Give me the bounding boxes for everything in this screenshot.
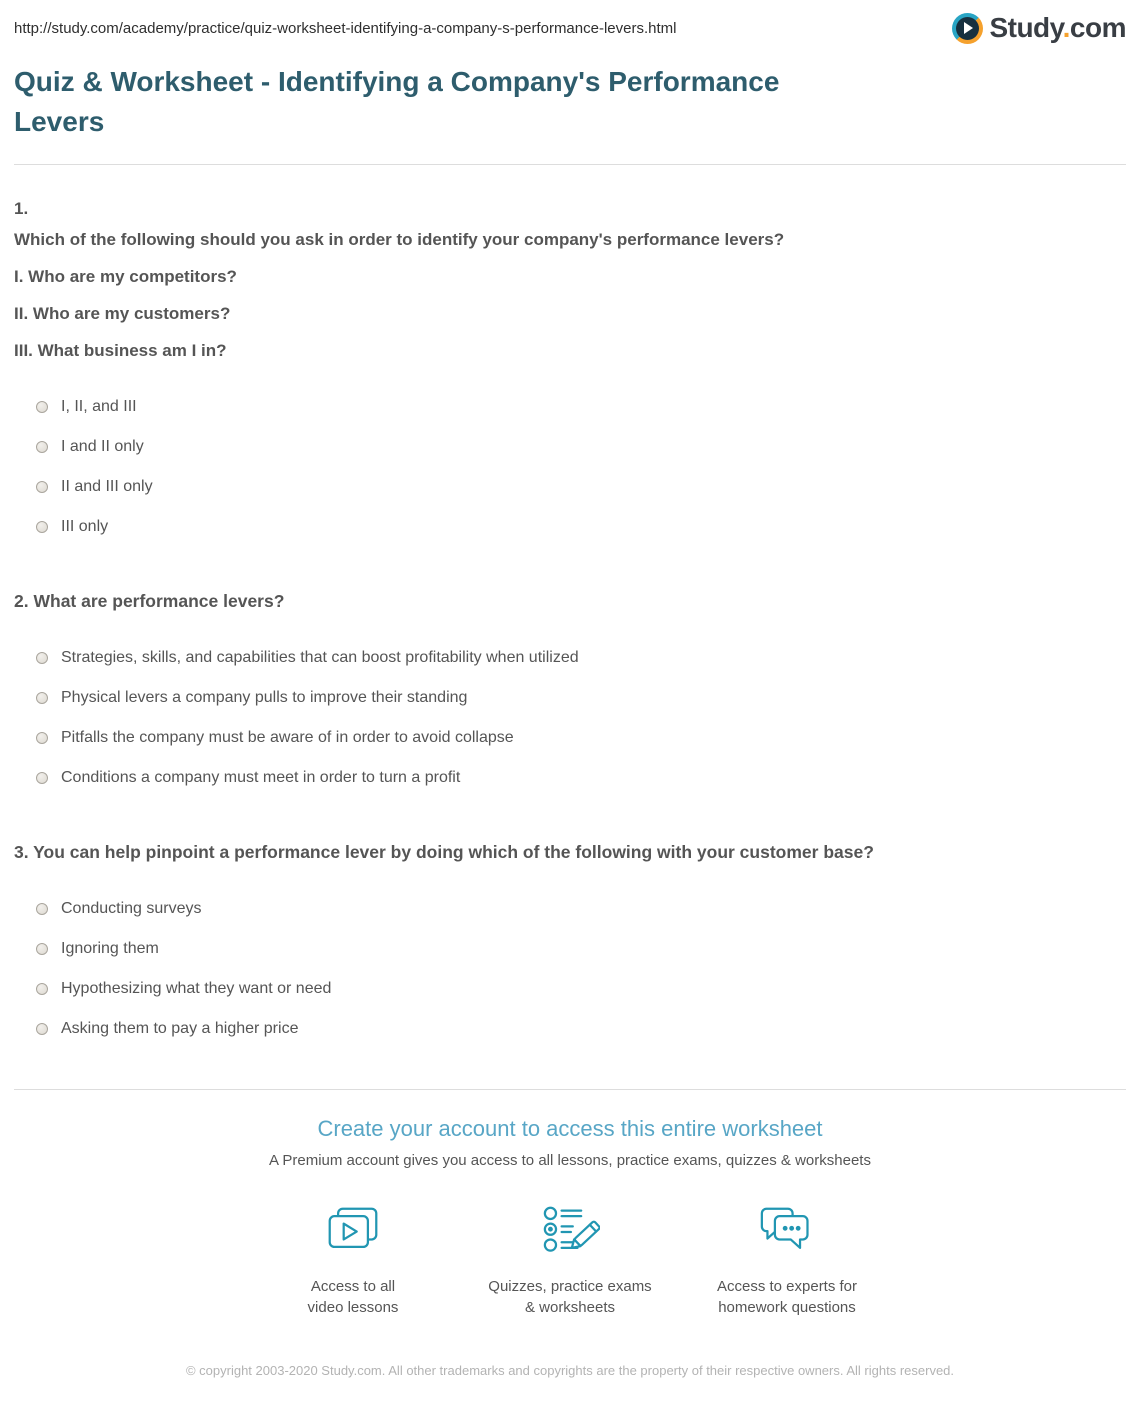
question-2 bbox=[14, 591, 1126, 798]
answer-options bbox=[14, 387, 1126, 547]
option-label: I and II only bbox=[61, 437, 144, 455]
question-text: Which of the following should you ask in order to identify your company's performance levers? bbox=[14, 229, 785, 249]
radio-button[interactable] bbox=[36, 481, 48, 493]
answer-options bbox=[14, 638, 1126, 798]
feature-quizzes-worksheets bbox=[462, 1205, 679, 1318]
answer-option[interactable] bbox=[14, 678, 1126, 718]
page-header bbox=[0, 0, 1140, 44]
option-label: Asking them to pay a higher price bbox=[61, 1019, 299, 1037]
option-label: Hypothesizing what they want or need bbox=[61, 979, 332, 997]
radio-button[interactable] bbox=[36, 732, 48, 744]
feature-row bbox=[14, 1205, 1126, 1318]
answer-option[interactable] bbox=[14, 718, 1126, 758]
option-label: Pitfalls the company must be aware of in order to avoid collapse bbox=[61, 728, 514, 746]
option-label: III only bbox=[61, 517, 109, 535]
radio-button[interactable] bbox=[36, 652, 48, 664]
signup-subheading: A Premium account gives you access to all lessons, practice exams, quizzes & worksheets bbox=[269, 1151, 871, 1169]
question-heading bbox=[14, 842, 1126, 863]
radio-button[interactable] bbox=[36, 692, 48, 704]
page-url: http://study.com/academy/practice/quiz-worksheet-identifying-a-company-s-performance-levers.html bbox=[14, 20, 677, 37]
question-1 bbox=[14, 199, 1126, 547]
option-label: Strategies, skills, and capabilities that can boost profitability when utilized bbox=[61, 648, 579, 666]
feature-label: Access to experts for homework questions bbox=[716, 1277, 858, 1316]
option-label: I, II, and III bbox=[61, 397, 137, 415]
question-3 bbox=[14, 842, 1126, 1049]
question-text: You can help pinpoint a performance lever by doing which of the following with your customer base? bbox=[33, 841, 874, 862]
answer-options bbox=[14, 889, 1126, 1049]
studycom-play-icon bbox=[952, 13, 983, 44]
question-number: 2. bbox=[14, 590, 29, 611]
feature-label: Quizzes, practice exams & worksheets bbox=[488, 1277, 652, 1316]
signup-divider bbox=[14, 1089, 1126, 1090]
option-label: Physical levers a company pulls to improve their standing bbox=[61, 688, 468, 706]
video-lessons-icon bbox=[323, 1205, 383, 1259]
answer-option[interactable] bbox=[14, 889, 1126, 929]
signup-band bbox=[14, 1116, 1126, 1318]
question-number: 1. bbox=[14, 198, 29, 218]
copyright-notice: © copyright 2003-2020 Study.com. All other trademarks and copyrights are the property of their respective owners. All rights reserved. bbox=[185, 1362, 955, 1378]
radio-button[interactable] bbox=[36, 401, 48, 413]
signup-heading[interactable]: Create your account to access this entire worksheet bbox=[317, 1115, 823, 1141]
radio-button[interactable] bbox=[36, 1023, 48, 1035]
title-divider bbox=[14, 164, 1126, 165]
answer-option[interactable] bbox=[14, 467, 1126, 507]
question-heading bbox=[14, 591, 1126, 612]
quizzes-worksheets-icon bbox=[540, 1205, 600, 1259]
radio-button[interactable] bbox=[36, 983, 48, 995]
studycom-logo[interactable] bbox=[952, 12, 1126, 44]
answer-option[interactable] bbox=[14, 507, 1126, 547]
question-statement: II. Who are my customers? bbox=[14, 303, 231, 323]
studycom-logo-text: Study.com bbox=[989, 12, 1126, 43]
question-statement: I. Who are my competitors? bbox=[14, 266, 237, 286]
feature-experts-chat bbox=[679, 1205, 896, 1318]
radio-button[interactable] bbox=[36, 943, 48, 955]
answer-option[interactable] bbox=[14, 929, 1126, 969]
radio-button[interactable] bbox=[36, 772, 48, 784]
question-number: 3. bbox=[14, 841, 29, 862]
radio-button[interactable] bbox=[36, 521, 48, 533]
option-label: II and III only bbox=[61, 477, 153, 495]
question-statement: III. What business am I in? bbox=[14, 340, 227, 360]
answer-option[interactable] bbox=[14, 758, 1126, 798]
radio-button[interactable] bbox=[36, 903, 48, 915]
answer-option[interactable] bbox=[14, 638, 1126, 678]
radio-button[interactable] bbox=[36, 441, 48, 453]
answer-option[interactable] bbox=[14, 427, 1126, 467]
feature-video-lessons bbox=[245, 1205, 462, 1318]
answer-option[interactable] bbox=[14, 969, 1126, 1009]
option-label: Conditions a company must meet in order to turn a profit bbox=[61, 768, 461, 786]
question-text: What are performance levers? bbox=[33, 590, 285, 611]
answer-option[interactable] bbox=[14, 1009, 1126, 1049]
experts-chat-icon bbox=[757, 1205, 817, 1259]
answer-option[interactable] bbox=[14, 387, 1126, 427]
feature-label: Access to all video lessons bbox=[307, 1277, 399, 1316]
option-label: Conducting surveys bbox=[61, 899, 202, 917]
page-title: Quiz & Worksheet - Identifying a Company's Performance Levers bbox=[14, 66, 780, 137]
option-label: Ignoring them bbox=[61, 939, 159, 957]
